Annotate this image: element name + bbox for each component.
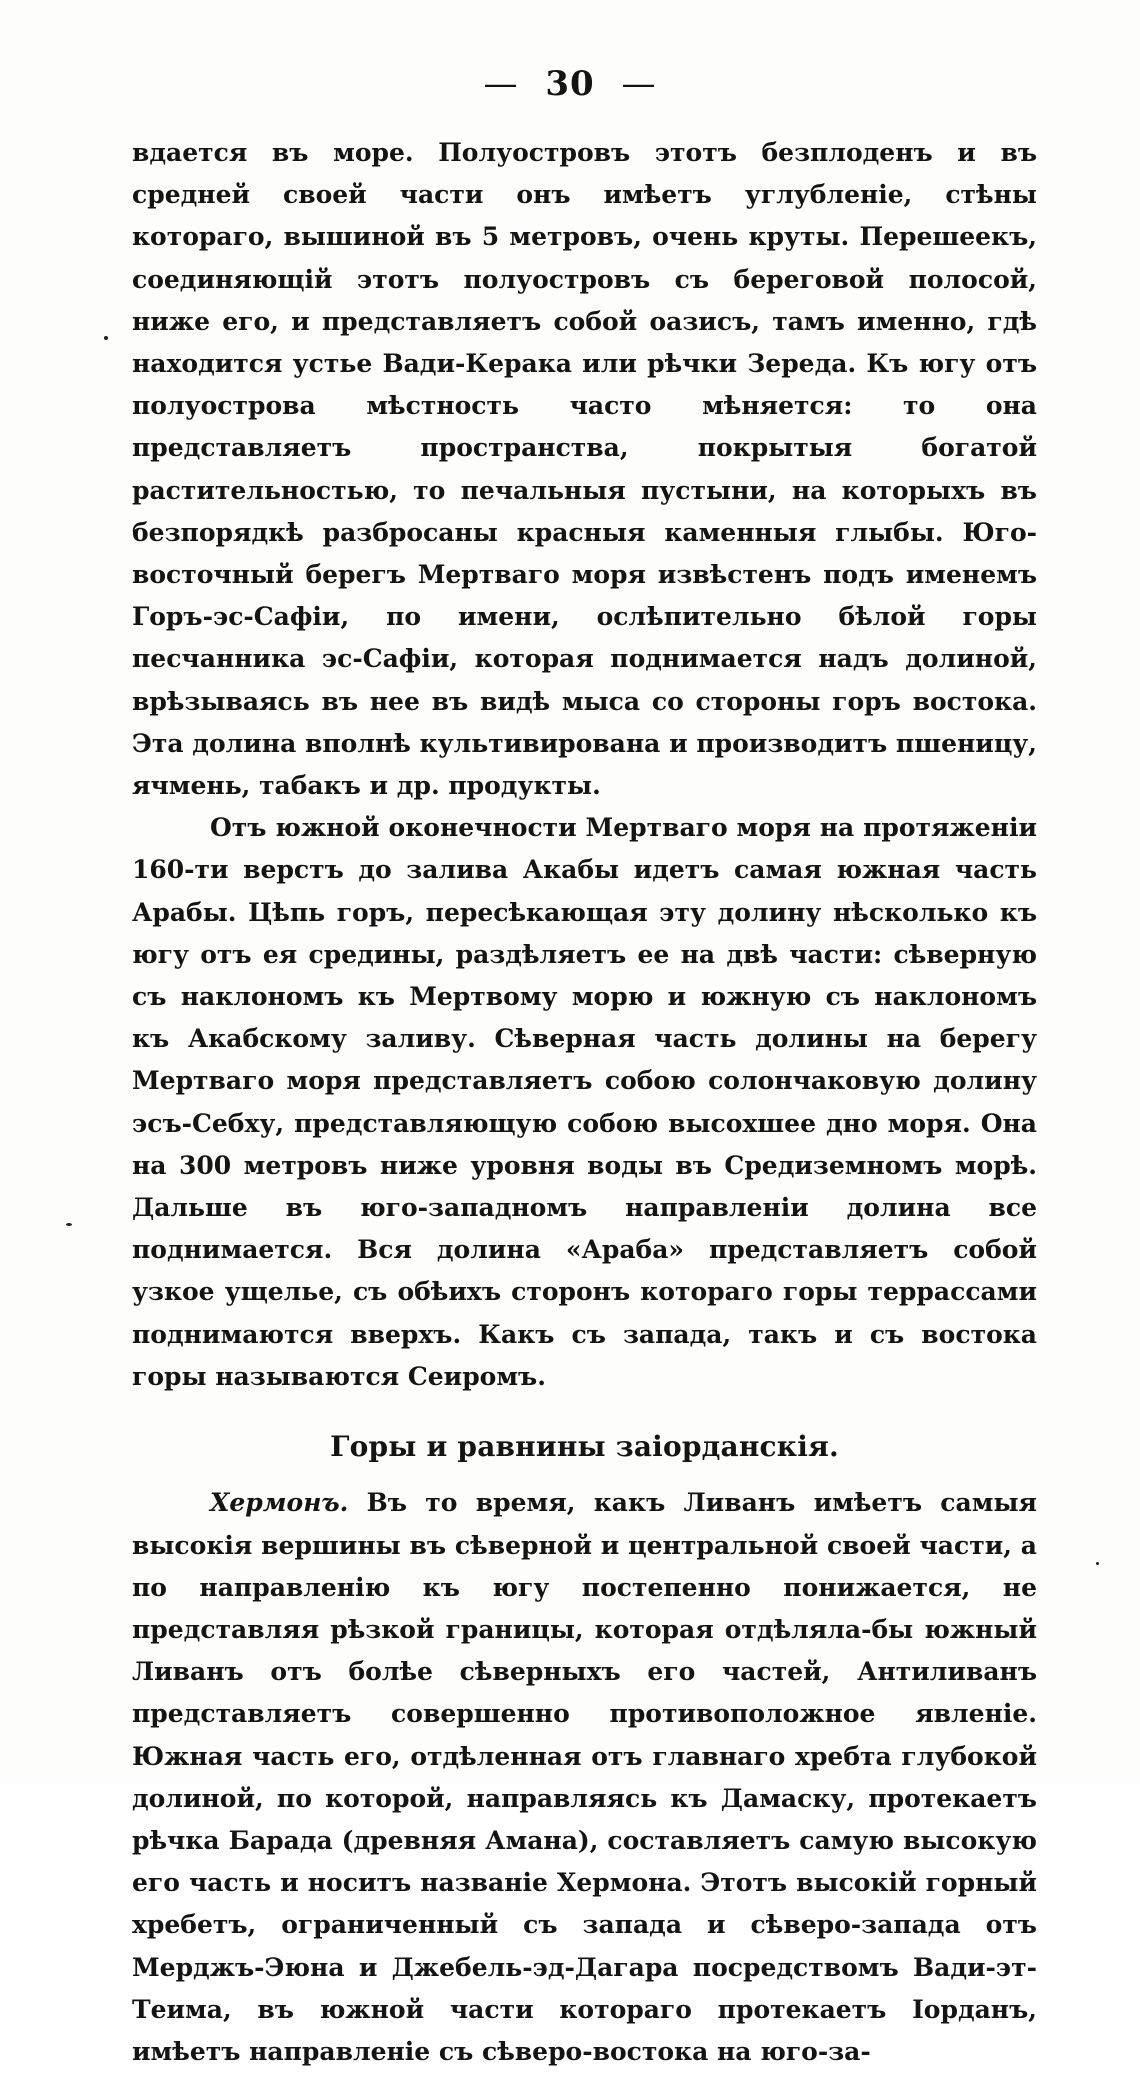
page-number-dash-right: — [621, 64, 657, 104]
page-number [0, 64, 1140, 104]
margin-speck [1096, 1562, 1099, 1565]
page-number-value: 30 [545, 64, 595, 104]
paragraph-araba: Отъ южной оконечности Мертваго моря на протяженіи 160-ти верстъ до залива Акабы идетъ самая южная часть Арабы. Цѣпь горъ, пересѣкающая эту долину нѣсколько къ югу отъ ея средины, раздѣляетъ ее на двѣ части: сѣверную съ наклономъ къ Мертвому морю и южную съ наклономъ къ Акабскому заливу. Сѣверная часть долины на берегу Мертваго моря представляетъ собою солончаковую долину эсъ-Себху, представляющую собою высохшее дно моря. Она на 300 метровъ ниже уровня воды въ Средиземномъ морѣ. Дальше въ юго-западномъ направленіи долина все поднимается. Вся долина «Араба» представляетъ собой узкое ущелье, съ обѣихъ сторонъ котораго горы террассами поднимаются вверхъ. Какъ съ запада, такъ и съ востока горы называются Сеиромъ. [132, 813, 1037, 1391]
page-number-dash-left: — [483, 64, 519, 104]
paragraph-hermon [132, 1482, 1037, 2073]
paragraph-hermon-text: Въ то время, какъ Ливанъ имѣетъ самыя высокія вершины въ сѣверной и центральной своей части, а по направленію къ югу постепенно понижается, не представляя рѣзкой границы, которая отдѣляла-бы южный Ливанъ отъ болѣе сѣверныхъ его частей, Антиливанъ представляетъ совершенно противоположное явленіе. Южная часть его, отдѣленная отъ главнаго хребта глубокой долиной, по которой, направляясь къ Дамаску, протекаетъ рѣчка Барада (древняя Амана), составляетъ самую высокую его часть и носитъ названіе Хермона. Этотъ высокій горный хребетъ, ограниченный съ запада и сѣверо-запада отъ Мерджъ-Эюна и Джебель-эд-Дагара посредствомъ Вади-эт-Теима, въ южной части котораго протекаетъ Іорданъ, имѣетъ направленіе съ сѣверо-востока на юго-за- [132, 1488, 1037, 2066]
section-heading: Горы и равнины заіорданскія. [330, 1430, 839, 1464]
paragraph-continuation: вдается въ море. Полуостровъ этотъ безплоденъ и въ средней своей части онъ имѣетъ углубленіе, стѣны котораго, вышиной въ 5 метровъ, очень круты. Перешеекъ, соединяющій этотъ полуостровъ съ береговой полосой, ниже его, и представляетъ собой оазисъ, тамъ именно, гдѣ находится устье Вади-Керака или рѣчки Зереда. Къ югу отъ полуострова мѣстность часто мѣняется: то она представляетъ пространства, покрытыя богатой растительностью, то печальныя пустыни, на которыхъ въ безпорядкѣ разбросаны красныя каменныя глыбы. Юго-восточный берегъ Мертваго моря извѣстенъ подъ именемъ Горъ-эс-Сафіи, по имени, ослѣпительно бѣлой горы песчанника эс-Сафіи, которая поднимается надъ долиной, врѣзываясь въ нее въ видѣ мыса со стороны горъ востока. Эта долина вполнѣ культивирована и производитъ пшеницу, ячмень, табакъ и др. продукты. [132, 138, 1037, 801]
paragraph-lead-term: Хермонъ. [210, 1488, 349, 1518]
body-text [132, 132, 1037, 2073]
margin-speck [104, 336, 108, 340]
margin-speck [66, 1223, 72, 1226]
